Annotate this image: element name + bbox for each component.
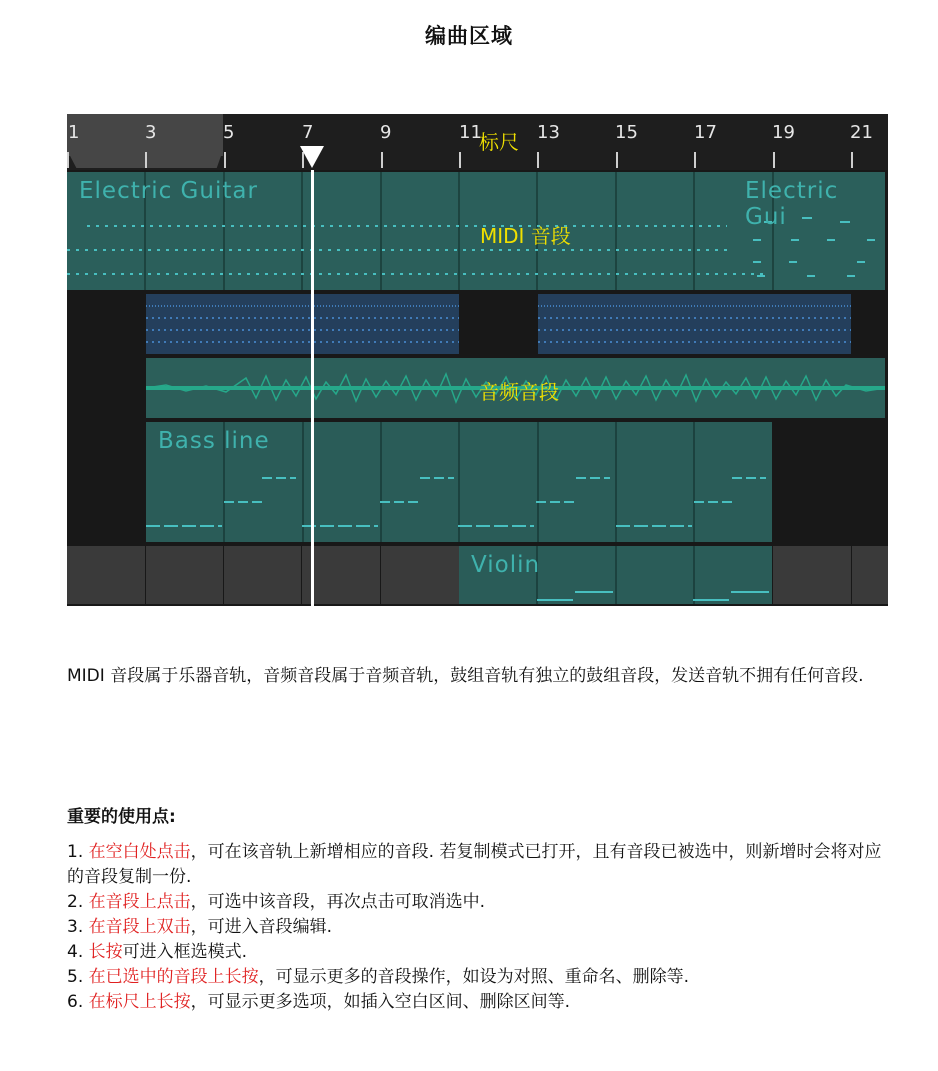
ruler-tick <box>67 152 69 168</box>
ruler-tick <box>694 152 696 168</box>
tip-number: 5. <box>67 967 84 987</box>
playhead-marker[interactable] <box>300 146 324 168</box>
tip-item <box>67 965 889 990</box>
tip-action: 长按 <box>88 942 123 962</box>
drum-notes-graphic <box>146 294 459 354</box>
ruler-tick-label: 11 <box>459 122 482 143</box>
audio-clip[interactable] <box>146 358 885 418</box>
ruler-tick-label: 13 <box>537 122 560 143</box>
tip-action: 在音段上点击 <box>88 892 191 912</box>
midi-clip-violin[interactable] <box>459 546 772 604</box>
tip-text: ，可在该音轨上新增相应的音段. 若复制模式已打开，且有音段已被选中，则新增时会将对应的音段复制一份. <box>67 842 882 887</box>
clip-name-bass-line: Bass line <box>158 428 270 454</box>
midi-clip-callout: MIDI 音段 <box>480 224 571 248</box>
empty-cell[interactable] <box>773 546 851 604</box>
track-midi-guitar[interactable] <box>67 170 888 292</box>
tip-text: 可进入框选模式. <box>122 942 248 962</box>
tip-action: 在空白处点击 <box>88 842 191 862</box>
tips-list <box>67 840 889 1015</box>
ruler-tick-label: 3 <box>145 122 157 143</box>
tip-item <box>67 890 889 915</box>
empty-cell[interactable] <box>146 546 223 604</box>
ruler-tick <box>459 152 461 168</box>
tip-text: ，可显示更多选项，如插入空白区间、删除区间等. <box>190 992 571 1012</box>
ruler-tick <box>616 152 618 168</box>
page-title: 编曲区域 <box>425 24 513 48</box>
playhead-line[interactable] <box>311 170 314 606</box>
tip-item <box>67 915 889 940</box>
ruler-tick-label: 17 <box>694 122 717 143</box>
tip-text: ，可进入音段编辑. <box>190 917 333 937</box>
ruler-callout: 标尺 <box>479 130 519 154</box>
drum-notes-graphic <box>538 294 851 354</box>
ruler-tick <box>381 152 383 168</box>
tip-item <box>67 990 889 1015</box>
timeline-ruler[interactable] <box>67 114 888 170</box>
empty-cell[interactable] <box>852 546 888 604</box>
track-audio[interactable] <box>67 356 888 420</box>
ruler-tick-label: 19 <box>772 122 795 143</box>
description-paragraph: MIDI 音段属于乐器音轨，音频音段属于音频音轨，鼓组音轨有独立的鼓组音段，发送音轨不拥有任何音段. <box>67 666 864 686</box>
tips-heading: 重要的使用点: <box>67 807 176 827</box>
track-midi-bass[interactable] <box>67 420 888 544</box>
clip-name-electric-guitar: Electric Guitar <box>79 178 258 204</box>
track-drum[interactable] <box>67 292 888 356</box>
ruler-tick-label: 7 <box>302 122 314 143</box>
clip-name-electric-guitar-2: Electric Gui <box>745 178 839 230</box>
tip-action: 在音段上双击 <box>88 917 191 937</box>
tip-number: 2. <box>67 892 84 912</box>
arrangement-editor[interactable] <box>67 114 888 606</box>
ruler-tick <box>537 152 539 168</box>
tip-item <box>67 940 889 965</box>
tip-text: ，可显示更多的音段操作，如设为对照、重命名、删除等. <box>258 967 690 987</box>
ruler-tick-label: 9 <box>380 122 392 143</box>
tip-number: 4. <box>67 942 84 962</box>
tip-number: 3. <box>67 917 84 937</box>
ruler-tick-label: 21 <box>850 122 873 143</box>
midi-clip-electric-guitar[interactable] <box>67 172 885 290</box>
midi-clip-bass-line[interactable] <box>146 422 772 542</box>
tip-action: 在已选中的音段上长按 <box>88 967 259 987</box>
empty-cell[interactable] <box>381 546 459 604</box>
tip-number: 1. <box>67 842 84 862</box>
ruler-tick <box>773 152 775 168</box>
audio-clip-callout: 音频音段 <box>479 380 559 404</box>
empty-cell[interactable] <box>67 546 145 604</box>
drum-clip-2[interactable] <box>538 294 851 354</box>
ruler-tick-label: 15 <box>615 122 638 143</box>
tip-text: ，可选中该音段，再次点击可取消选中. <box>190 892 486 912</box>
ruler-tick <box>224 152 226 168</box>
empty-cell[interactable] <box>224 546 301 604</box>
ruler-tick-label: 1 <box>68 122 80 143</box>
ruler-tick <box>851 152 853 168</box>
ruler-tick-label: 5 <box>223 122 235 143</box>
tip-action: 在标尺上长按 <box>88 992 191 1012</box>
track-midi-violin[interactable] <box>67 544 888 606</box>
tip-number: 6. <box>67 992 84 1012</box>
drum-clip-1[interactable] <box>146 294 459 354</box>
ruler-tick <box>145 152 147 168</box>
clip-name-violin: Violin <box>471 552 541 578</box>
tip-item <box>67 840 889 890</box>
